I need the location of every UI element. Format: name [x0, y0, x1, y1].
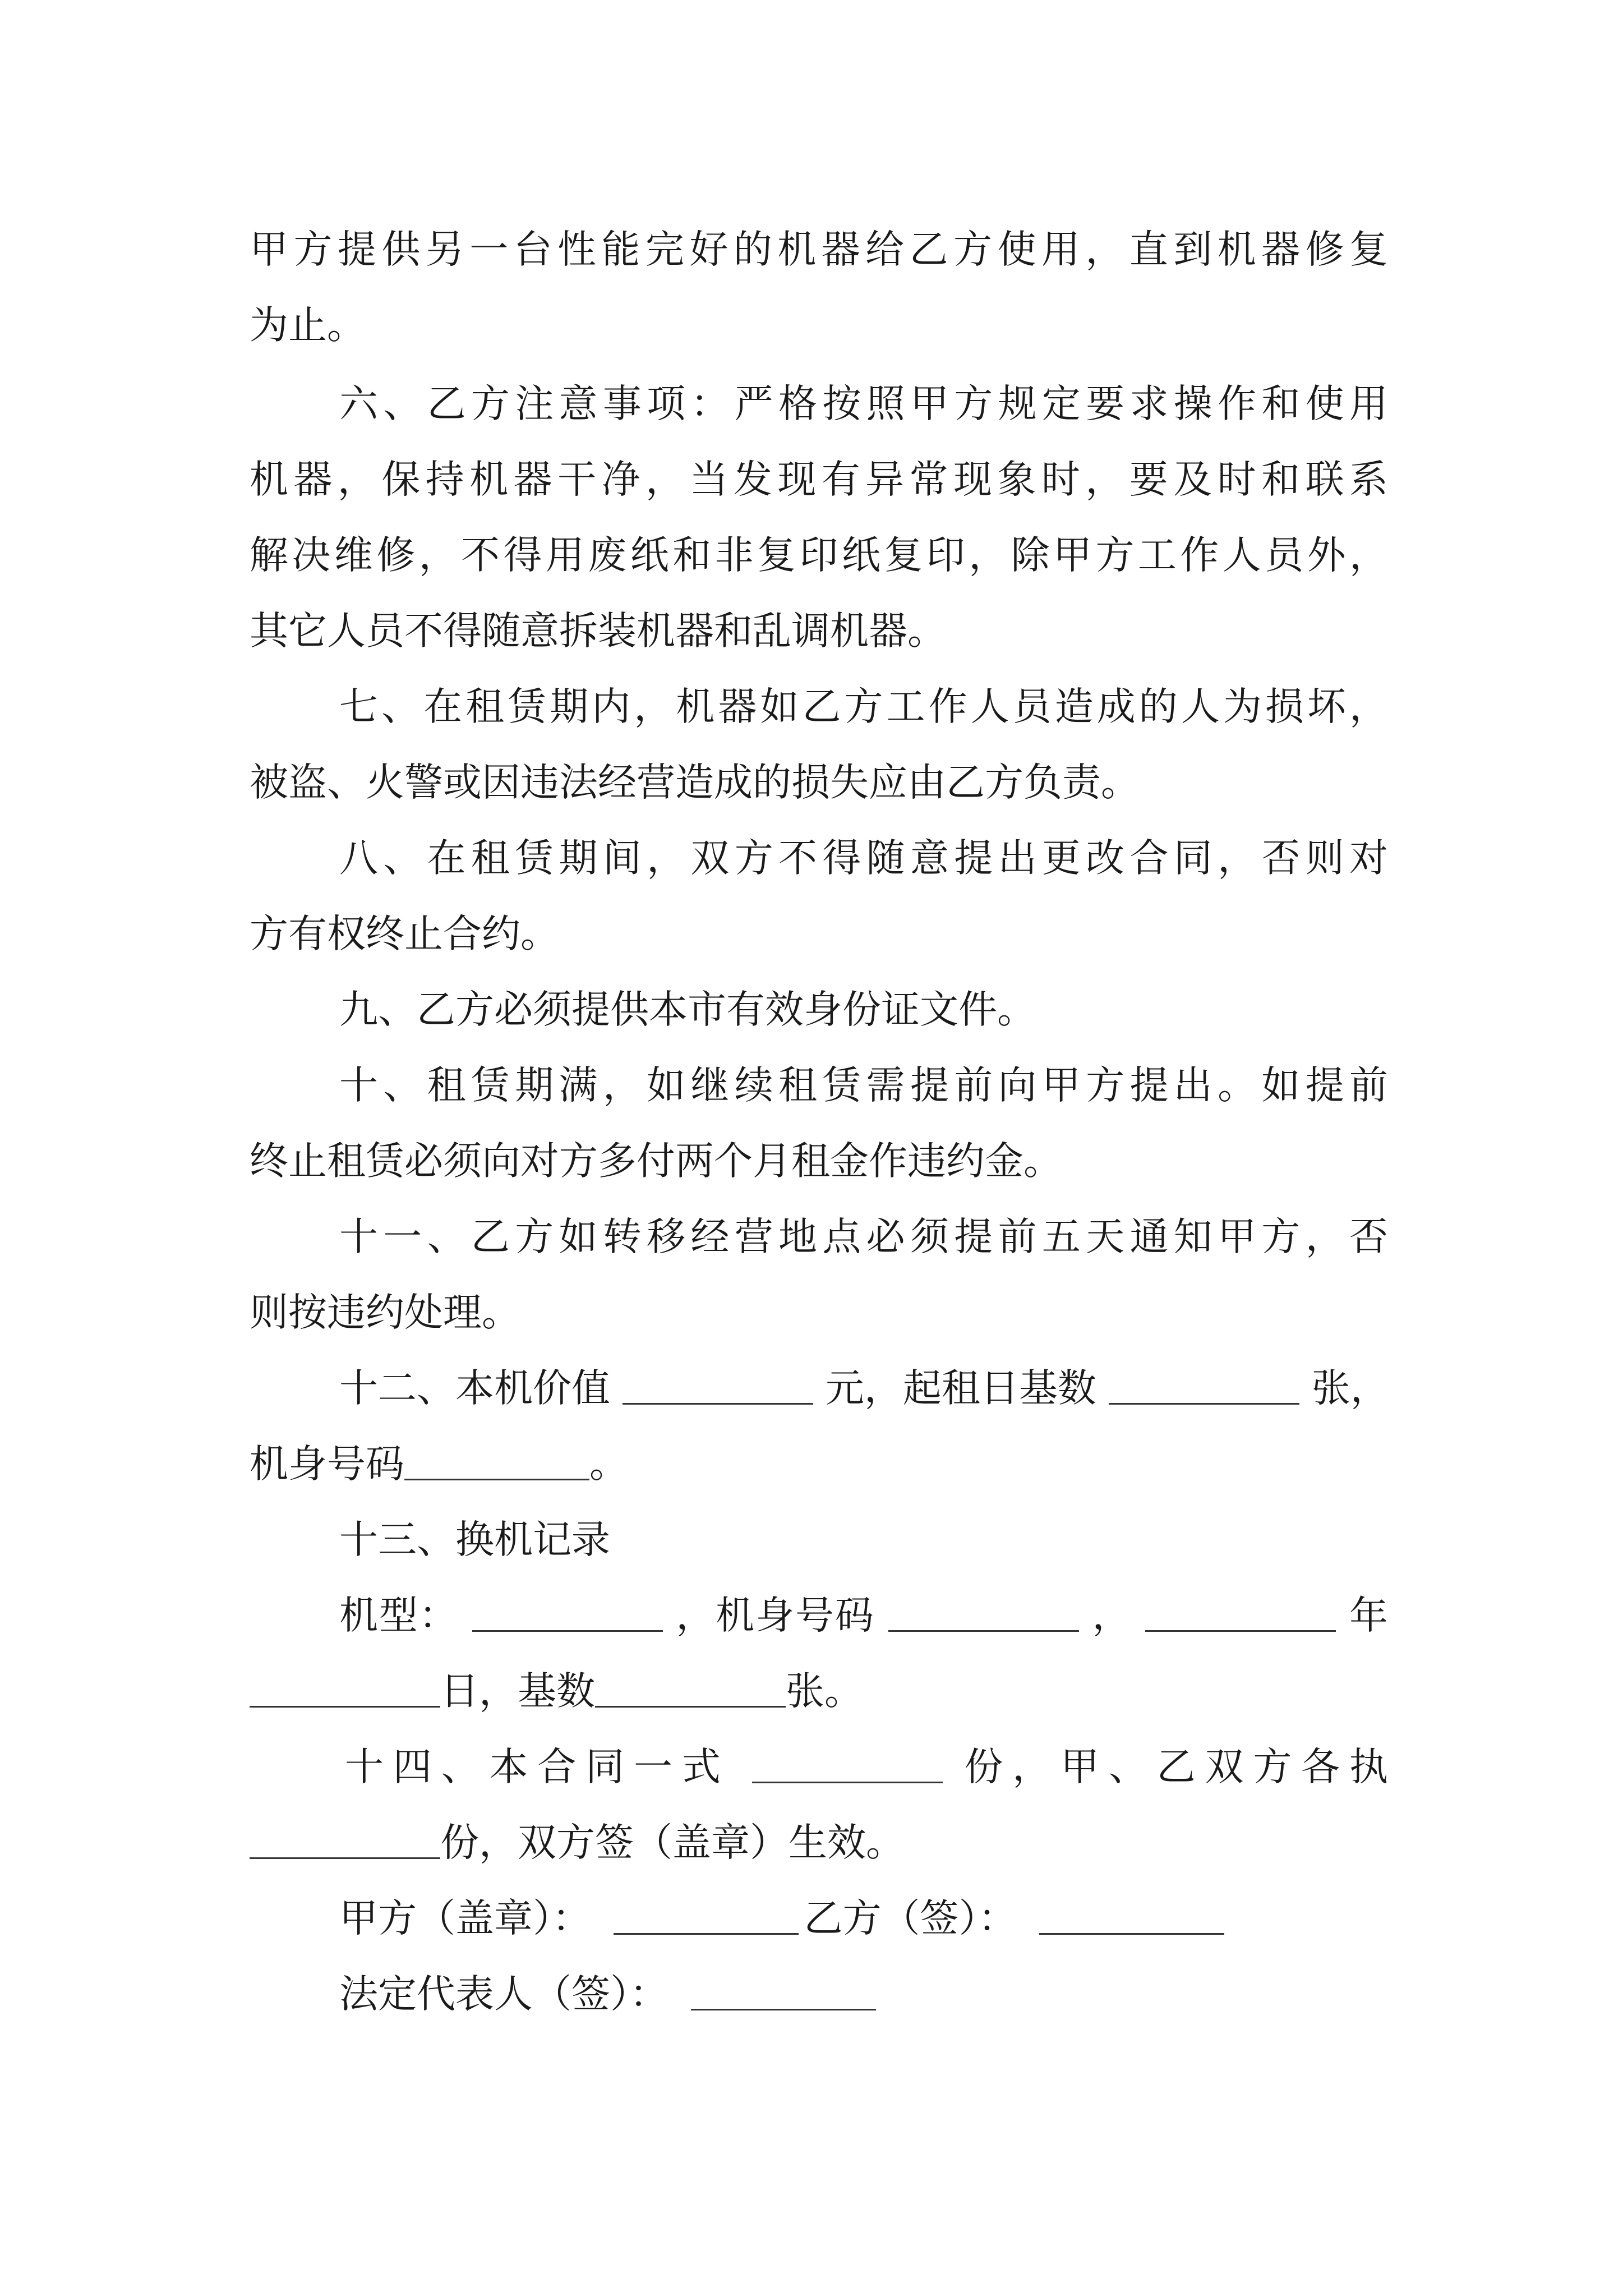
party-a-label: 甲方（盖章）：: [339, 1896, 591, 1941]
signature-line: [339, 1961, 1388, 2028]
new-serial-blank[interactable]: [888, 1621, 1079, 1632]
count-blank[interactable]: [595, 1697, 786, 1708]
legal-rep-sign-blank[interactable]: [691, 2000, 876, 2010]
copies-blank[interactable]: [752, 1773, 943, 1783]
clause-10-line: 终止租赁必须向对方多付两个月租金作违约金。: [250, 1139, 1062, 1184]
clause-12-text: 。: [589, 1442, 628, 1487]
clause-12-line: [339, 1355, 1388, 1422]
clause-14-text: 份，甲、乙双方各执: [964, 1745, 1389, 1789]
year-blank[interactable]: [1145, 1621, 1336, 1632]
clause-13-line: [339, 1582, 1388, 1649]
clause-14-line: [250, 1809, 1388, 1876]
machine-value-blank[interactable]: [623, 1394, 813, 1405]
clause-14-line: [345, 1733, 1388, 1801]
signature-line: [339, 1885, 1388, 1952]
model-blank[interactable]: [472, 1621, 663, 1632]
clause-12-text: 十二、本机价值: [339, 1366, 610, 1411]
clause-7-line: 被盗、火警或因违法经营造成的损失应由乙方负责。: [250, 760, 1140, 805]
clause-11-line: 则按违约处理。: [250, 1290, 520, 1335]
clause-13-text: 机型：: [339, 1593, 459, 1638]
body-line: 为止。: [250, 303, 366, 348]
clause-12-text: 元，起租日基数: [825, 1366, 1096, 1411]
legal-rep-label: 法定代表人（签）：: [339, 1972, 668, 2017]
day-blank[interactable]: [250, 1697, 440, 1708]
clause-13-text: 日，基数: [440, 1669, 595, 1714]
clause-9-line: 九、乙方必须提供本市有效身份证文件。: [339, 987, 1036, 1032]
clause-6-line: 解决维修，不得用废纸和非复印纸复印，除甲方工作人员外，: [250, 533, 1388, 578]
clause-13-text: 年: [1349, 1593, 1389, 1638]
clause-6-line: 六、乙方注意事项：严格按照甲方规定要求操作和使用: [339, 381, 1388, 426]
start-count-blank[interactable]: [1109, 1394, 1299, 1405]
clause-7-line: 七、在租赁期内，机器如乙方工作人员造成的人为损坏，: [339, 684, 1388, 729]
clause-13-text: 张。: [786, 1669, 863, 1714]
clause-13-title: 十三、换机记录: [339, 1517, 610, 1562]
clause-13-text: ，机身号码: [676, 1593, 875, 1638]
clause-11-line: 十一、乙方如转移经营地点必须提前五天通知甲方，否: [339, 1214, 1388, 1259]
clause-6-line: 机器，保持机器干净，当发现有异常现象时，要及时和联系: [250, 457, 1388, 502]
party-b-sign-blank[interactable]: [1039, 1924, 1224, 1935]
clause-8-line: 方有权终止合约。: [250, 912, 559, 956]
clause-14-text: 十四、本合同一式: [345, 1745, 730, 1789]
clause-12-line: [250, 1430, 1388, 1498]
clause-6-line: 其它人员不得随意拆装机器和乱调机器。: [250, 609, 946, 654]
party-b-label: 乙方（签）：: [804, 1896, 1017, 1941]
clause-12-text: 机身号码: [250, 1442, 404, 1487]
clause-12-text: 张，: [1311, 1366, 1389, 1411]
body-line: 甲方提供另一台性能完好的机器给乙方使用，直到机器修复: [250, 227, 1388, 272]
clause-10-line: 十、租赁期满，如继续租赁需提前向甲方提出。如提前: [339, 1063, 1388, 1108]
clause-13-text: ，: [1092, 1593, 1132, 1638]
copies-each-blank[interactable]: [250, 1848, 440, 1859]
serial-number-blank[interactable]: [404, 1470, 589, 1480]
clause-13-line: [250, 1658, 1388, 1725]
party-a-seal-blank[interactable]: [614, 1924, 799, 1935]
clause-8-line: 八、在租赁期间，双方不得随意提出更改合同，否则对: [339, 836, 1388, 881]
clause-14-text: 份，双方签（盖章）生效。: [440, 1820, 905, 1865]
